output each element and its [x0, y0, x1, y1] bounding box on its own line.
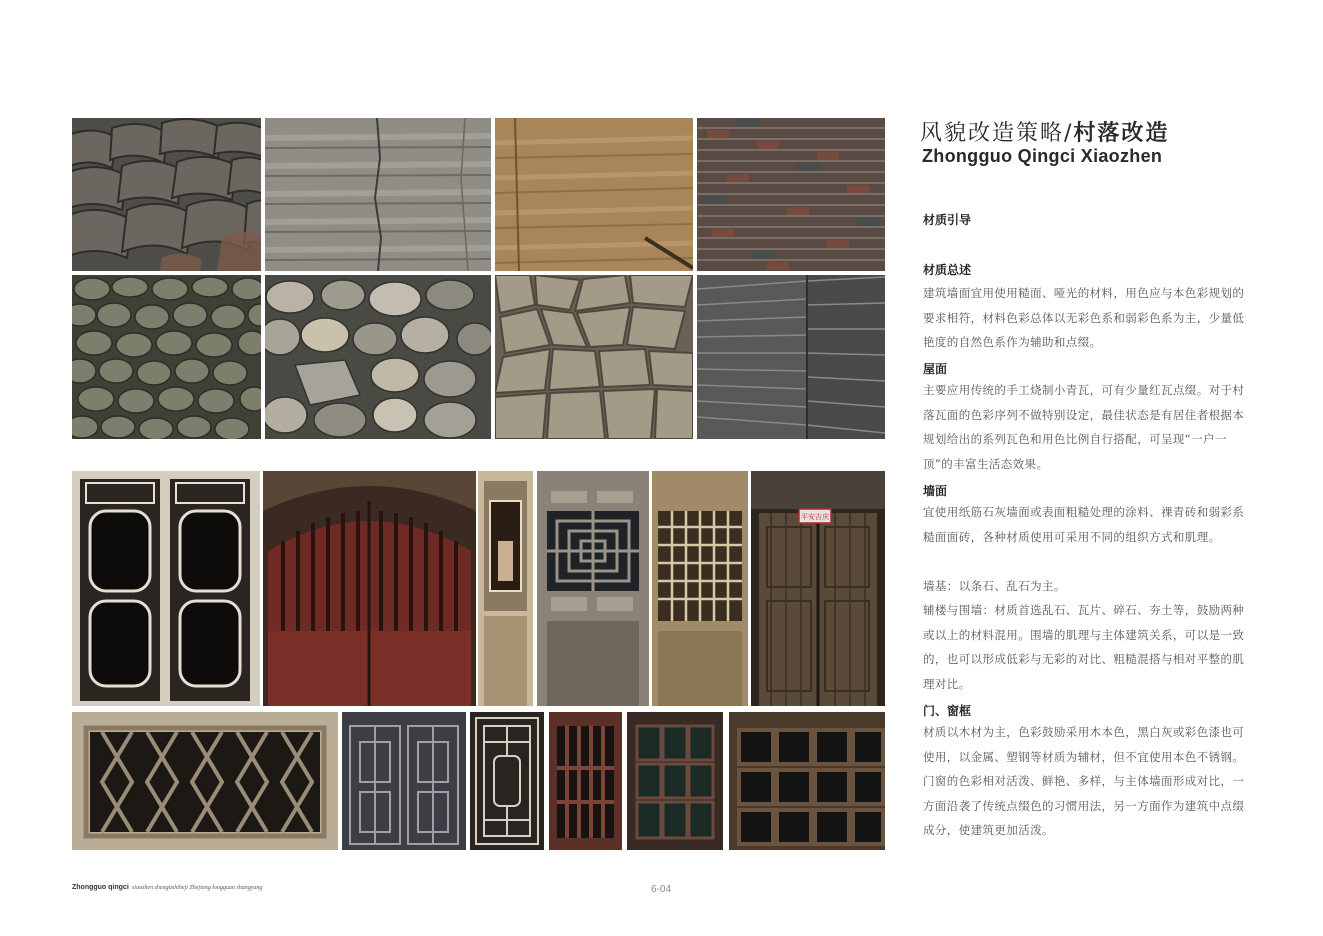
carved-window-pair-photo [72, 471, 260, 706]
roof-heading: 屋面 [923, 362, 948, 376]
rammed-earth-wall-photo [265, 118, 491, 271]
page-number: 6-04 [651, 884, 672, 895]
wall-fence-text: 辅楼与围墙：材质首选乱石、瓦片、碎石、夯土等，鼓励两种或以上的材料混用。围墙的肌理与主体建筑关系，可以是一致的，也可以形成低彩与无彩的对比、粗糙混搭与相对平整的肌理对比。 [923, 603, 1245, 691]
roof-text: 主要应用传统的手工烧制小青瓦，可有少量红瓦点缀。对于村落瓦面的色彩序列不做特别设定，最佳状态是有居住者根据本规划给出的系列瓦色和用色比例自行搭配，可呈现“一户一顶”的丰富生活态效果。 [923, 383, 1245, 471]
wall-heading: 墙面 [923, 484, 948, 498]
title-cn-prefix: 风貌改造策略/ [920, 121, 1074, 146]
roof-tile-photo [72, 118, 261, 271]
red-wooden-gate-photo [263, 471, 476, 706]
hexagon-lattice-window-photo [72, 712, 338, 850]
barred-window-photo [549, 712, 622, 850]
page-title-en: Zhongguo Qingci Xiaozhen [922, 146, 1163, 166]
ornate-lattice-window-photo [470, 712, 544, 850]
title-cn-emphasis: 村落改造 [1073, 121, 1170, 146]
wall-text: 宜使用纸筋石灰墙面或表面粗糙处理的涂料、裸青砖和弱彩系糙面面砖，各种材质使用可采用不同的组织方式和肌理。 [923, 505, 1245, 544]
material-overview-heading: 材质总述 [923, 263, 972, 277]
door-window-heading: 门、窗框 [923, 704, 972, 718]
dark-casement-window-photo [627, 712, 723, 850]
grey-lattice-window-photo [342, 712, 466, 850]
rubble-stone-photo [265, 275, 491, 439]
page-title-cn [920, 116, 1169, 147]
fret-lattice-door-photo [652, 471, 748, 706]
footer-brand-name: Zhongguo qingci [72, 884, 129, 891]
brick-wall-photo [697, 118, 885, 271]
flagstone-wall-photo [495, 275, 693, 439]
narrow-carved-window-photo [478, 471, 533, 706]
material-guide-heading: 材质引导 [923, 213, 972, 227]
wooden-plank-door-photo [751, 471, 885, 706]
footer-subtitle: xiaozhen zhengtishiheji Zhejiang longquan shangyang [131, 885, 263, 891]
wooden-grid-window-photo [729, 712, 885, 850]
wall-base-text: 墙基：以条石、乱石为主。 [923, 579, 1066, 593]
grey-brick-corner-photo [697, 275, 885, 439]
material-overview-text: 建筑墙面宜用使用糙面、哑光的材料，用色应与本色彩规划的要求相符，材料色彩总体以无彩色系和弱彩色系为主，少量低艳度的自然色系作为辅助和点缀。 [923, 286, 1245, 350]
door-sign-text: 平安吉庆 [801, 513, 829, 521]
door-window-text: 材质以木材为主，色彩鼓励采用木本色，黑白灰或彩色漆也可使用，以金属、塑钢等材质为辅材，但不宜使用本色不锈钢。门窗的色彩相对活泼、鲜艳、多样，与主体墙面形成对比，一方面沿袭了传统点缀色的习惯用法，另一方面作为建筑中点缀成分，使建筑更加活泼。 [923, 725, 1245, 838]
cobblestone-wall-photo [72, 275, 261, 439]
lattice-door-photo [537, 471, 649, 706]
footer-brand [72, 884, 262, 891]
yellow-earth-wall-photo [495, 118, 693, 271]
